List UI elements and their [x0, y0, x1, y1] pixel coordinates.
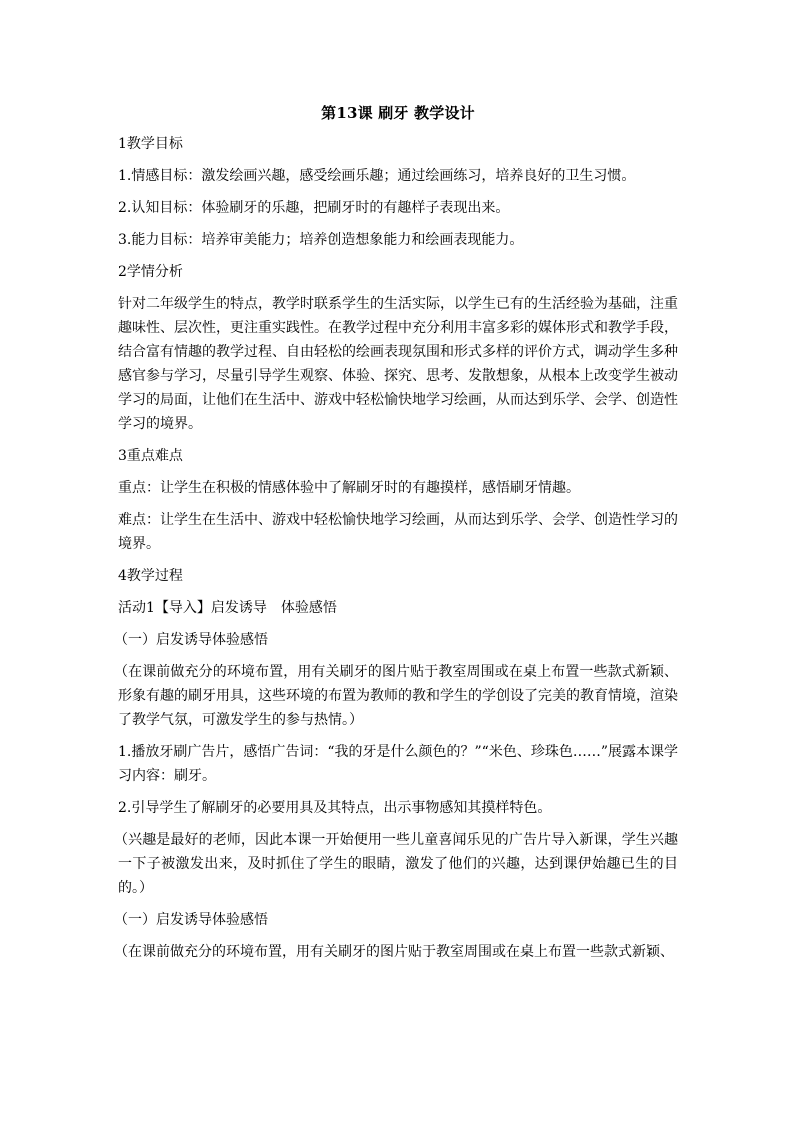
- interest-note: （兴趣是最好的老师，因此本课一开始便用一些儿童喜闻乐见的广告片导入新课，学生兴趣一下子被激发出来，及时抓住了学生的眼睛，激发了他们的兴趣，达到课伊始趣已生的目的。）: [114, 832, 678, 896]
- key-point-text: 重点：让学生在积极的情感体验中了解刷牙时的有趣摸样，感悟刷牙情趣。: [118, 480, 580, 496]
- step-1-text: 1.播放牙刷广告片，感悟广告词：“我的牙是什么颜色的？”“米色、珍珠色……”展露本课学习内容：刷牙。: [118, 744, 678, 784]
- environment-note: （在课前做充分的环境布置，用有关刷牙的图片贴于教室周围或在桌上布置一些款式新颖、形象有趣的刷牙用具，这些环境的布置为教师的教和学生的学创设了完美的教育情境，渲染了教学气氛，可激发学生的参与热情。）: [114, 664, 678, 728]
- subsection-heading-repeat: （一）启发诱导体验感悟: [114, 912, 268, 928]
- activity-heading: 活动1【导入】启发诱导 体验感悟: [118, 600, 337, 616]
- document-title: 第13课 刷牙 教学设计: [321, 104, 475, 122]
- difficulty-text: 难点：让学生在生活中、游戏中轻松愉快地学习绘画，从而达到乐学、会学、创造性学习的境界。: [118, 512, 678, 552]
- objective-cognition: 2.认知目标：体验刷牙的乐趣，把刷牙时的有趣样子表现出来。: [118, 200, 510, 216]
- document-page: [114, 0, 678, 1123]
- section-heading-objectives: 1教学目标: [118, 136, 183, 152]
- section-heading-key-points: 3重点难点: [118, 448, 183, 464]
- environment-note-repeat: （在课前做充分的环境布置，用有关刷牙的图片贴于教室周围或在桌上布置一些款式新颖、: [114, 944, 674, 960]
- objective-emotion: 1.情感目标：激发绘画兴趣，感受绘画乐趣；通过绘画练习，培养良好的卫生习惯。: [118, 168, 636, 184]
- subsection-heading: （一）启发诱导体验感悟: [114, 632, 268, 648]
- section-heading-student-analysis: 2学情分析: [118, 264, 183, 280]
- section-heading-process: 4教学过程: [118, 568, 183, 584]
- step-2-text: 2.引导学生了解刷牙的必要用具及其特点，出示事物感知其摸样特色。: [118, 800, 552, 816]
- document-body: [114, 132, 678, 972]
- objective-ability: 3.能力目标：培养审美能力；培养创造想象能力和绘画表现能力。: [118, 232, 524, 248]
- student-analysis-text: 针对二年级学生的特点，教学时联系学生的生活实际，以学生已有的生活经验为基础，注重趣味性、层次性，更注重实践性。在教学过程中充分利用丰富多彩的媒体形式和教学手段，结合富有情趣的教学过程、自由轻松的绘画表现氛围和形式多样的评价方式，调动学生多种感官参与学习，尽量引导学生观察、体验、探究、思考、发散想象，从根本上改变学生被动学习的局面，让他们在生活中、游戏中轻松愉快地学习绘画，从而达到乐学、会学、创造性学习的境界。: [118, 296, 678, 432]
